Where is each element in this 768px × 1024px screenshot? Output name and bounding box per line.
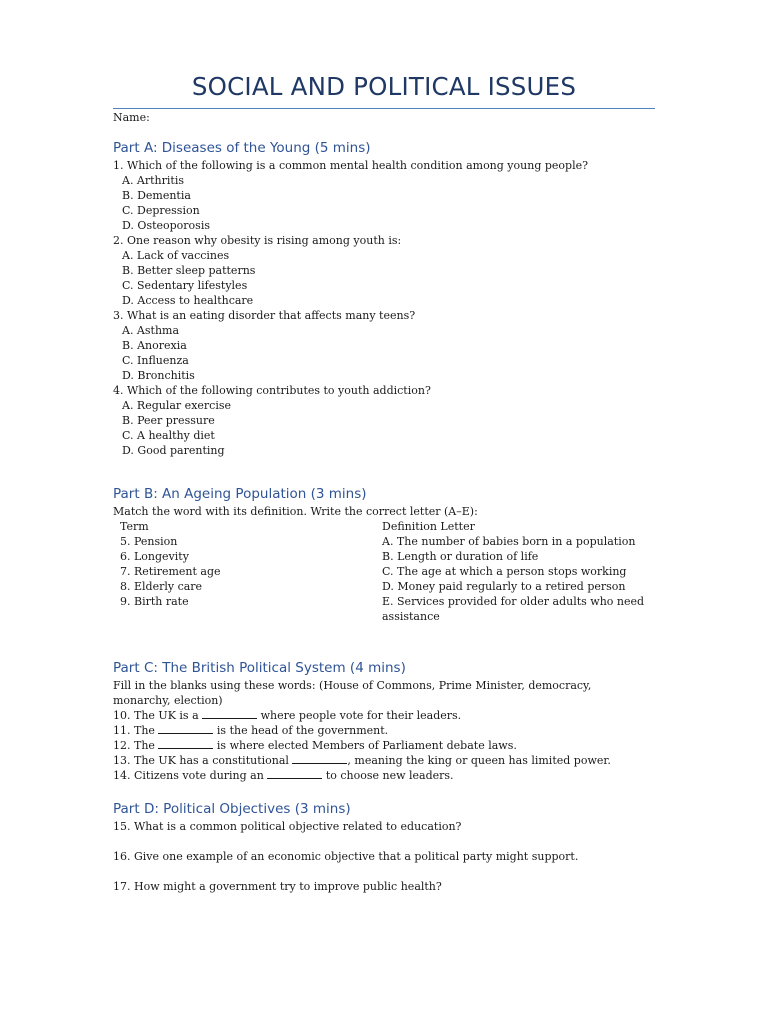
match-row: [113, 564, 673, 579]
part-c-section: [113, 659, 643, 783]
match-row: [113, 534, 673, 549]
question-1: 1. Which of the following is a common mental health condition among young people?: [113, 159, 588, 172]
part-b-heading: Part B: An Ageing Population (3 mins): [113, 486, 367, 502]
q1-option-c: C. Depression: [122, 204, 200, 217]
match-term: 6. Longevity: [120, 550, 189, 563]
match-term: 5. Pension: [120, 535, 178, 548]
part-c-instruction: Fill in the blanks using these words: (House of Commons, Prime Minister, democracy, monarchy, election): [113, 679, 592, 707]
match-row: [113, 594, 673, 624]
blank-lead-text: 10. The UK is a: [113, 709, 203, 722]
answer-blank: [158, 724, 213, 734]
blank-tail-text: where people vote for their leaders.: [257, 709, 462, 722]
q4-option-d: D. Good parenting: [122, 444, 225, 457]
match-term: 9. Birth rate: [120, 595, 189, 608]
match-row: [113, 549, 673, 564]
question-4: 4. Which of the following contributes to youth addiction?: [113, 384, 431, 397]
blank-lead-text: 11. The: [113, 724, 159, 737]
part-d-section: [113, 800, 673, 894]
match-definition: D. Money paid regularly to a retired person: [382, 580, 626, 593]
fill-blank-item: [113, 753, 643, 768]
q2-option-c: C. Sedentary lifestyles: [122, 279, 248, 292]
q4-option-a: A. Regular exercise: [122, 399, 232, 412]
match-term: 7. Retirement age: [120, 565, 221, 578]
blank-tail-text: , meaning the king or queen has limited power.: [347, 754, 611, 767]
part-b-instruction: Match the word with its definition. Write the correct letter (A–E):: [113, 505, 478, 518]
q1-option-b: B. Dementia: [122, 189, 191, 202]
q3-option-d: D. Bronchitis: [122, 369, 195, 382]
q3-option-b: B. Anorexia: [122, 339, 187, 352]
blank-lead-text: 13. The UK has a constitutional: [113, 754, 293, 767]
name-label: Name:: [113, 111, 150, 124]
blank-lead-text: 12. The: [113, 739, 159, 752]
part-a-heading: Part A: Diseases of the Young (5 mins): [113, 140, 371, 156]
part-c-heading: Part C: The British Political System (4 mins): [113, 660, 406, 676]
match-definition: C. The age at which a person stops working: [382, 565, 627, 578]
match-definition: B. Length or duration of life: [382, 550, 539, 563]
q4-option-b: B. Peer pressure: [122, 414, 215, 427]
question-16: 16. Give one example of an economic objective that a political party might support.: [113, 850, 579, 863]
match-header-row: [113, 519, 673, 534]
question-3: 3. What is an eating disorder that affects many teens?: [113, 309, 416, 322]
answer-blank: [267, 769, 322, 779]
match-term: 8. Elderly care: [120, 580, 203, 593]
part-d-heading: Part D: Political Objectives (3 mins): [113, 801, 351, 817]
match-definition: A. The number of babies born in a population: [382, 535, 636, 548]
blank-lead-text: 14. Citizens vote during an: [113, 769, 268, 782]
q4-option-c: C. A healthy diet: [122, 429, 215, 442]
fill-blank-item: [113, 738, 643, 753]
q2-option-b: B. Better sleep patterns: [122, 264, 256, 277]
part-a-section: [113, 139, 673, 458]
title-divider: [113, 108, 655, 109]
fill-blank-item: [113, 723, 643, 738]
definition-column-header: Definition Letter: [382, 520, 475, 533]
part-b-section: [113, 485, 673, 624]
answer-blank: [158, 739, 213, 749]
match-row: [113, 579, 673, 594]
fill-blank-item: [113, 708, 643, 723]
blank-tail-text: is the head of the government.: [213, 724, 389, 737]
term-column-header: Term: [120, 520, 149, 533]
q2-option-a: A. Lack of vaccines: [122, 249, 230, 262]
answer-blank: [202, 709, 257, 719]
fill-blank-item: [113, 768, 643, 783]
q1-option-d: D. Osteoporosis: [122, 219, 210, 232]
question-15: 15. What is a common political objective related to education?: [113, 820, 462, 833]
answer-blank: [292, 754, 347, 764]
blank-tail-text: to choose new leaders.: [322, 769, 454, 782]
q3-option-c: C. Influenza: [122, 354, 189, 367]
match-definition: E. Services provided for older adults who need assistance: [382, 595, 645, 623]
blank-tail-text: is where elected Members of Parliament debate laws.: [213, 739, 517, 752]
page-title: SOCIAL AND POLITICAL ISSUES: [191, 72, 577, 101]
q3-option-a: A. Asthma: [122, 324, 180, 337]
q1-option-a: A. Arthritis: [122, 174, 185, 187]
question-17: 17. How might a government try to improve public health?: [113, 880, 442, 893]
question-2: 2. One reason why obesity is rising among youth is:: [113, 234, 402, 247]
q2-option-d: D. Access to healthcare: [122, 294, 254, 307]
